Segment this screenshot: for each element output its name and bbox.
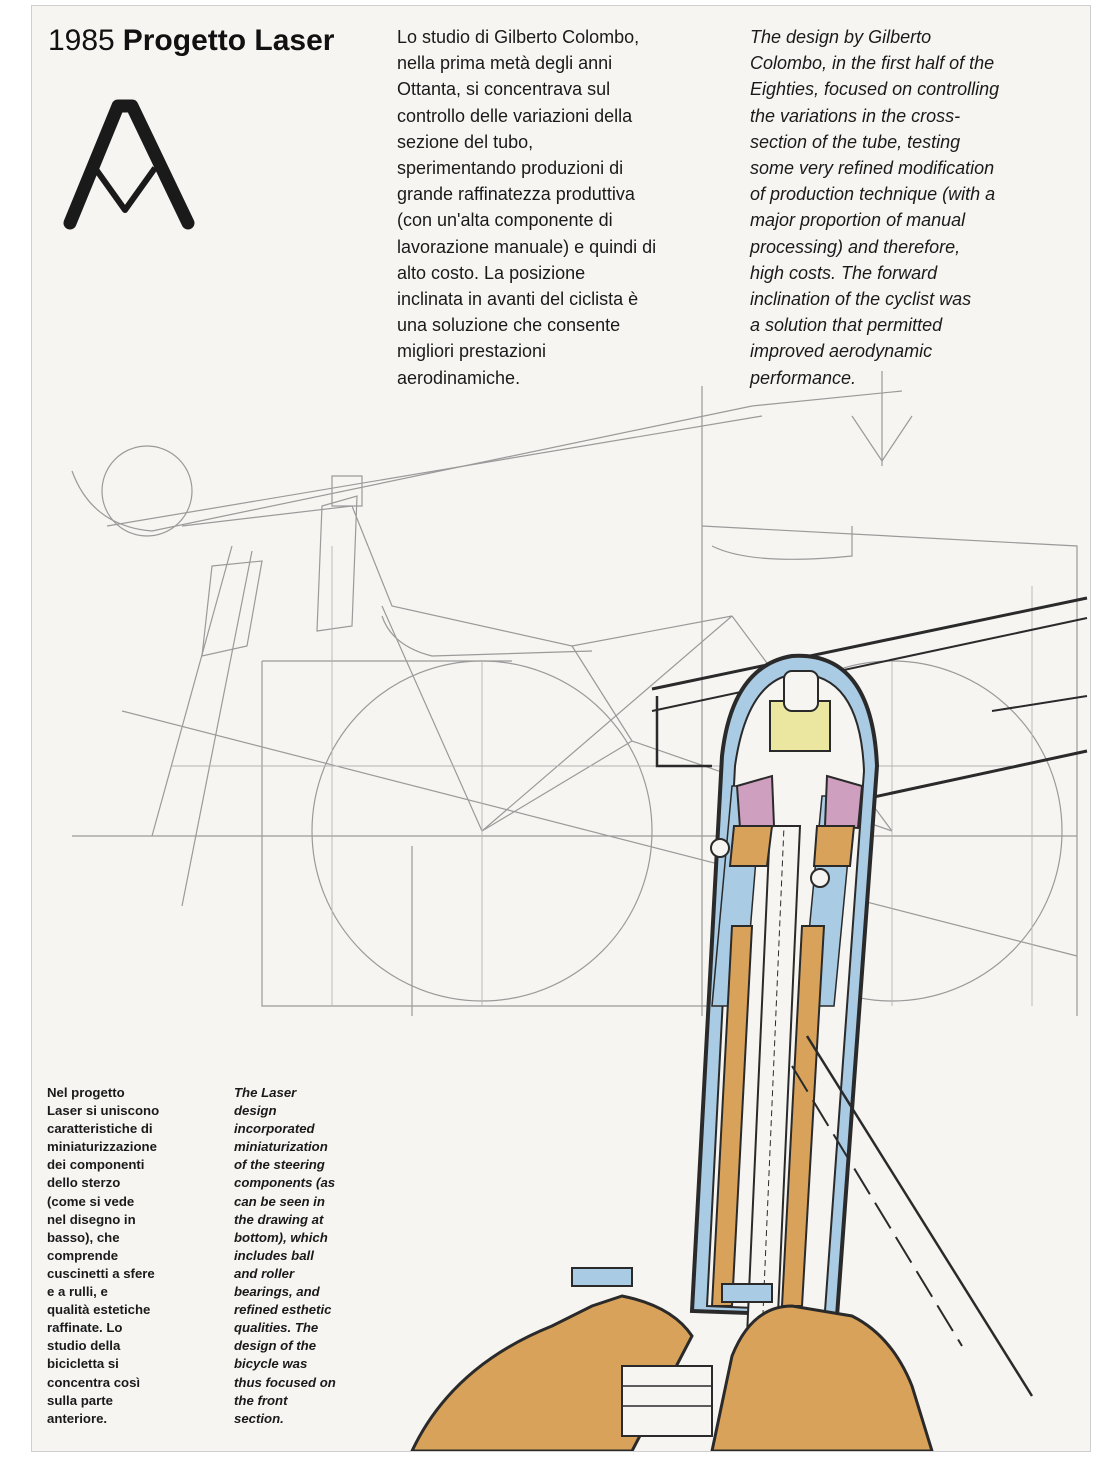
title-year: 1985 (48, 24, 115, 57)
english-caption: The Laser design incorporated miniaturization of the steering components (as can be seen in the drawing at bottom), which includes ball and roller bearings, and refined esthetic qualities. The design of the bicycle was thus focused on the front section. (234, 1085, 336, 1426)
title-name: Progetto Laser (122, 24, 335, 57)
italian-caption: Nel progetto Laser si uniscono caratteristiche di miniaturizzazione dei componenti dello sterzo (come si vede nel disegno in basso), che comprende cuscinetti a sfere e a rulli, e qualità estetiche raffinate. Lo studio della bicicletta si concentra così sulla parte anteriore. (47, 1085, 160, 1426)
steering-section-drawing (412, 598, 1087, 1451)
italian-description: Lo studio di Gilberto Colombo, nella prima metà degli anni Ottanta, si concentrava sul controllo delle variazioni della sezione del tubo, sperimentando produzioni di grande raffinatezza produttiva (con un'alta componente di lavorazione manuale) e quindi di alto costo. La posizione inclinata in avanti del ciclista è una soluzione che consente migliori prestazioni aerodinamiche. (397, 27, 657, 388)
page (31, 5, 1091, 1452)
compass-a-logo-icon (60, 98, 200, 238)
bicycle-sketch (72, 371, 1077, 1016)
page-title (48, 24, 334, 58)
english-description: The design by Gilberto Colombo, in the first half of the Eighties, focused on controlling the variations in the cross- section of the tube, testing some very refined modification of production technique (with a major proportion of manual processing) and therefore, high costs. The forward inclination of the cyclist was a solution that permitted improved aerodynamic performance. (750, 27, 1000, 388)
